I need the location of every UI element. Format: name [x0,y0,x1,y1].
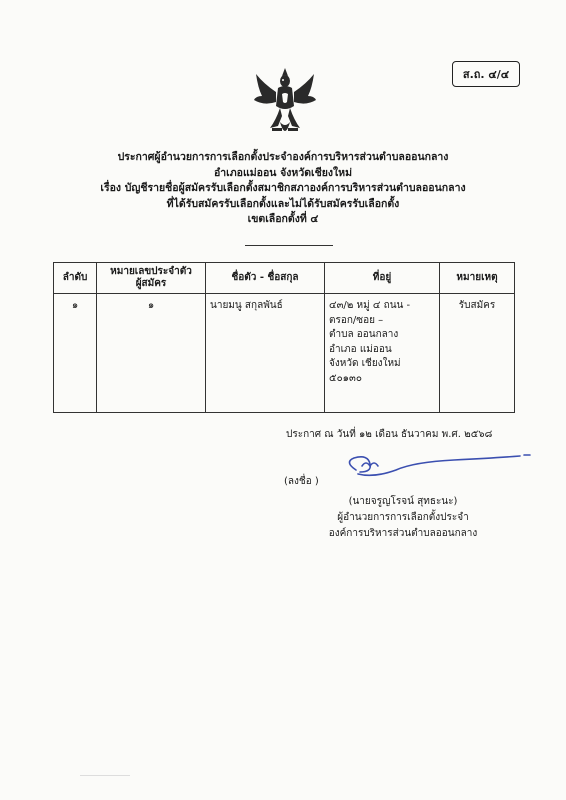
table-header-row [54,263,515,294]
announce-date: ประกาศ ณ วันที่ ๑๒ เดือน ธันวาคม พ.ศ. ๒๕๖๘ [286,429,493,440]
sign-label: (ลงชื่อ ) [284,476,319,487]
col-header-number-line1: หมายเลขประจำตัว [110,266,192,277]
signatory-position-1: ผู้อำนวยการการเลือกตั้งประจำ [337,512,469,523]
cell-name: นายมนู สกุลพันธ์ [206,294,325,413]
header-line-4: ที่ได้รับสมัครรับเลือกตั้งและไม่ได้รับสมัครรับเลือกตั้ง [166,197,400,210]
col-header-number-line2: ผู้สมัคร [135,278,167,289]
cell-number: ๑ [97,294,206,413]
signatory-position-2: องค์การบริหารส่วนตำบลออนกลาง [328,528,478,539]
garuda-emblem-icon [252,66,318,142]
address-line: จังหวัด เชียงใหม่ [329,358,401,369]
candidate-table [53,262,515,413]
address-line: ตรอก/ซอย – [329,314,384,326]
form-code-box [452,61,520,87]
address-line: ๕๐๑๓๐ [329,372,362,384]
col-header-remark: หมายเหตุ [440,263,515,294]
header-line-5: เขตเลือกตั้งที่ ๔ [247,213,319,225]
announcement-header [60,150,506,228]
col-header-name: ชื่อตัว - ชื่อสกุล [206,263,325,294]
header-divider [245,245,333,246]
header-line-1: ประกาศผู้อำนวยการการเลือกตั้งประจำองค์การบริหารส่วนตำบลออนกลาง [117,151,449,163]
handwritten-signature-icon [334,452,534,482]
table-row [54,294,515,413]
header-line-3: เรื่อง บัญชีรายชื่อผู้สมัครรับเลือกตั้งสมาชิกสภาองค์การบริหารส่วนตำบลออนกลาง [100,182,466,194]
signatory-name: (นายจรูญโรจน์ สุทธะนะ) [348,496,458,507]
form-code: ส.ถ. ๔/๔ [462,68,510,81]
cell-no: ๑ [54,294,97,413]
address-line: อำเภอ แม่ออน [329,343,392,355]
header-line-2: อำเภอแม่ออน จังหวัดเชียงใหม่ [213,166,353,179]
col-header-no: ลำดับ [54,263,97,294]
col-header-number [97,263,206,294]
page-mark [80,775,130,776]
cell-address [325,294,440,413]
address-line: ๔๓/๒ หมู่ ๔ ถนน - [329,300,411,311]
col-header-address: ที่อยู่ [325,263,440,294]
address-line: ตำบล ออนกลาง [329,329,399,340]
cell-remark: รับสมัคร [440,294,515,413]
signatory-block [300,494,506,542]
